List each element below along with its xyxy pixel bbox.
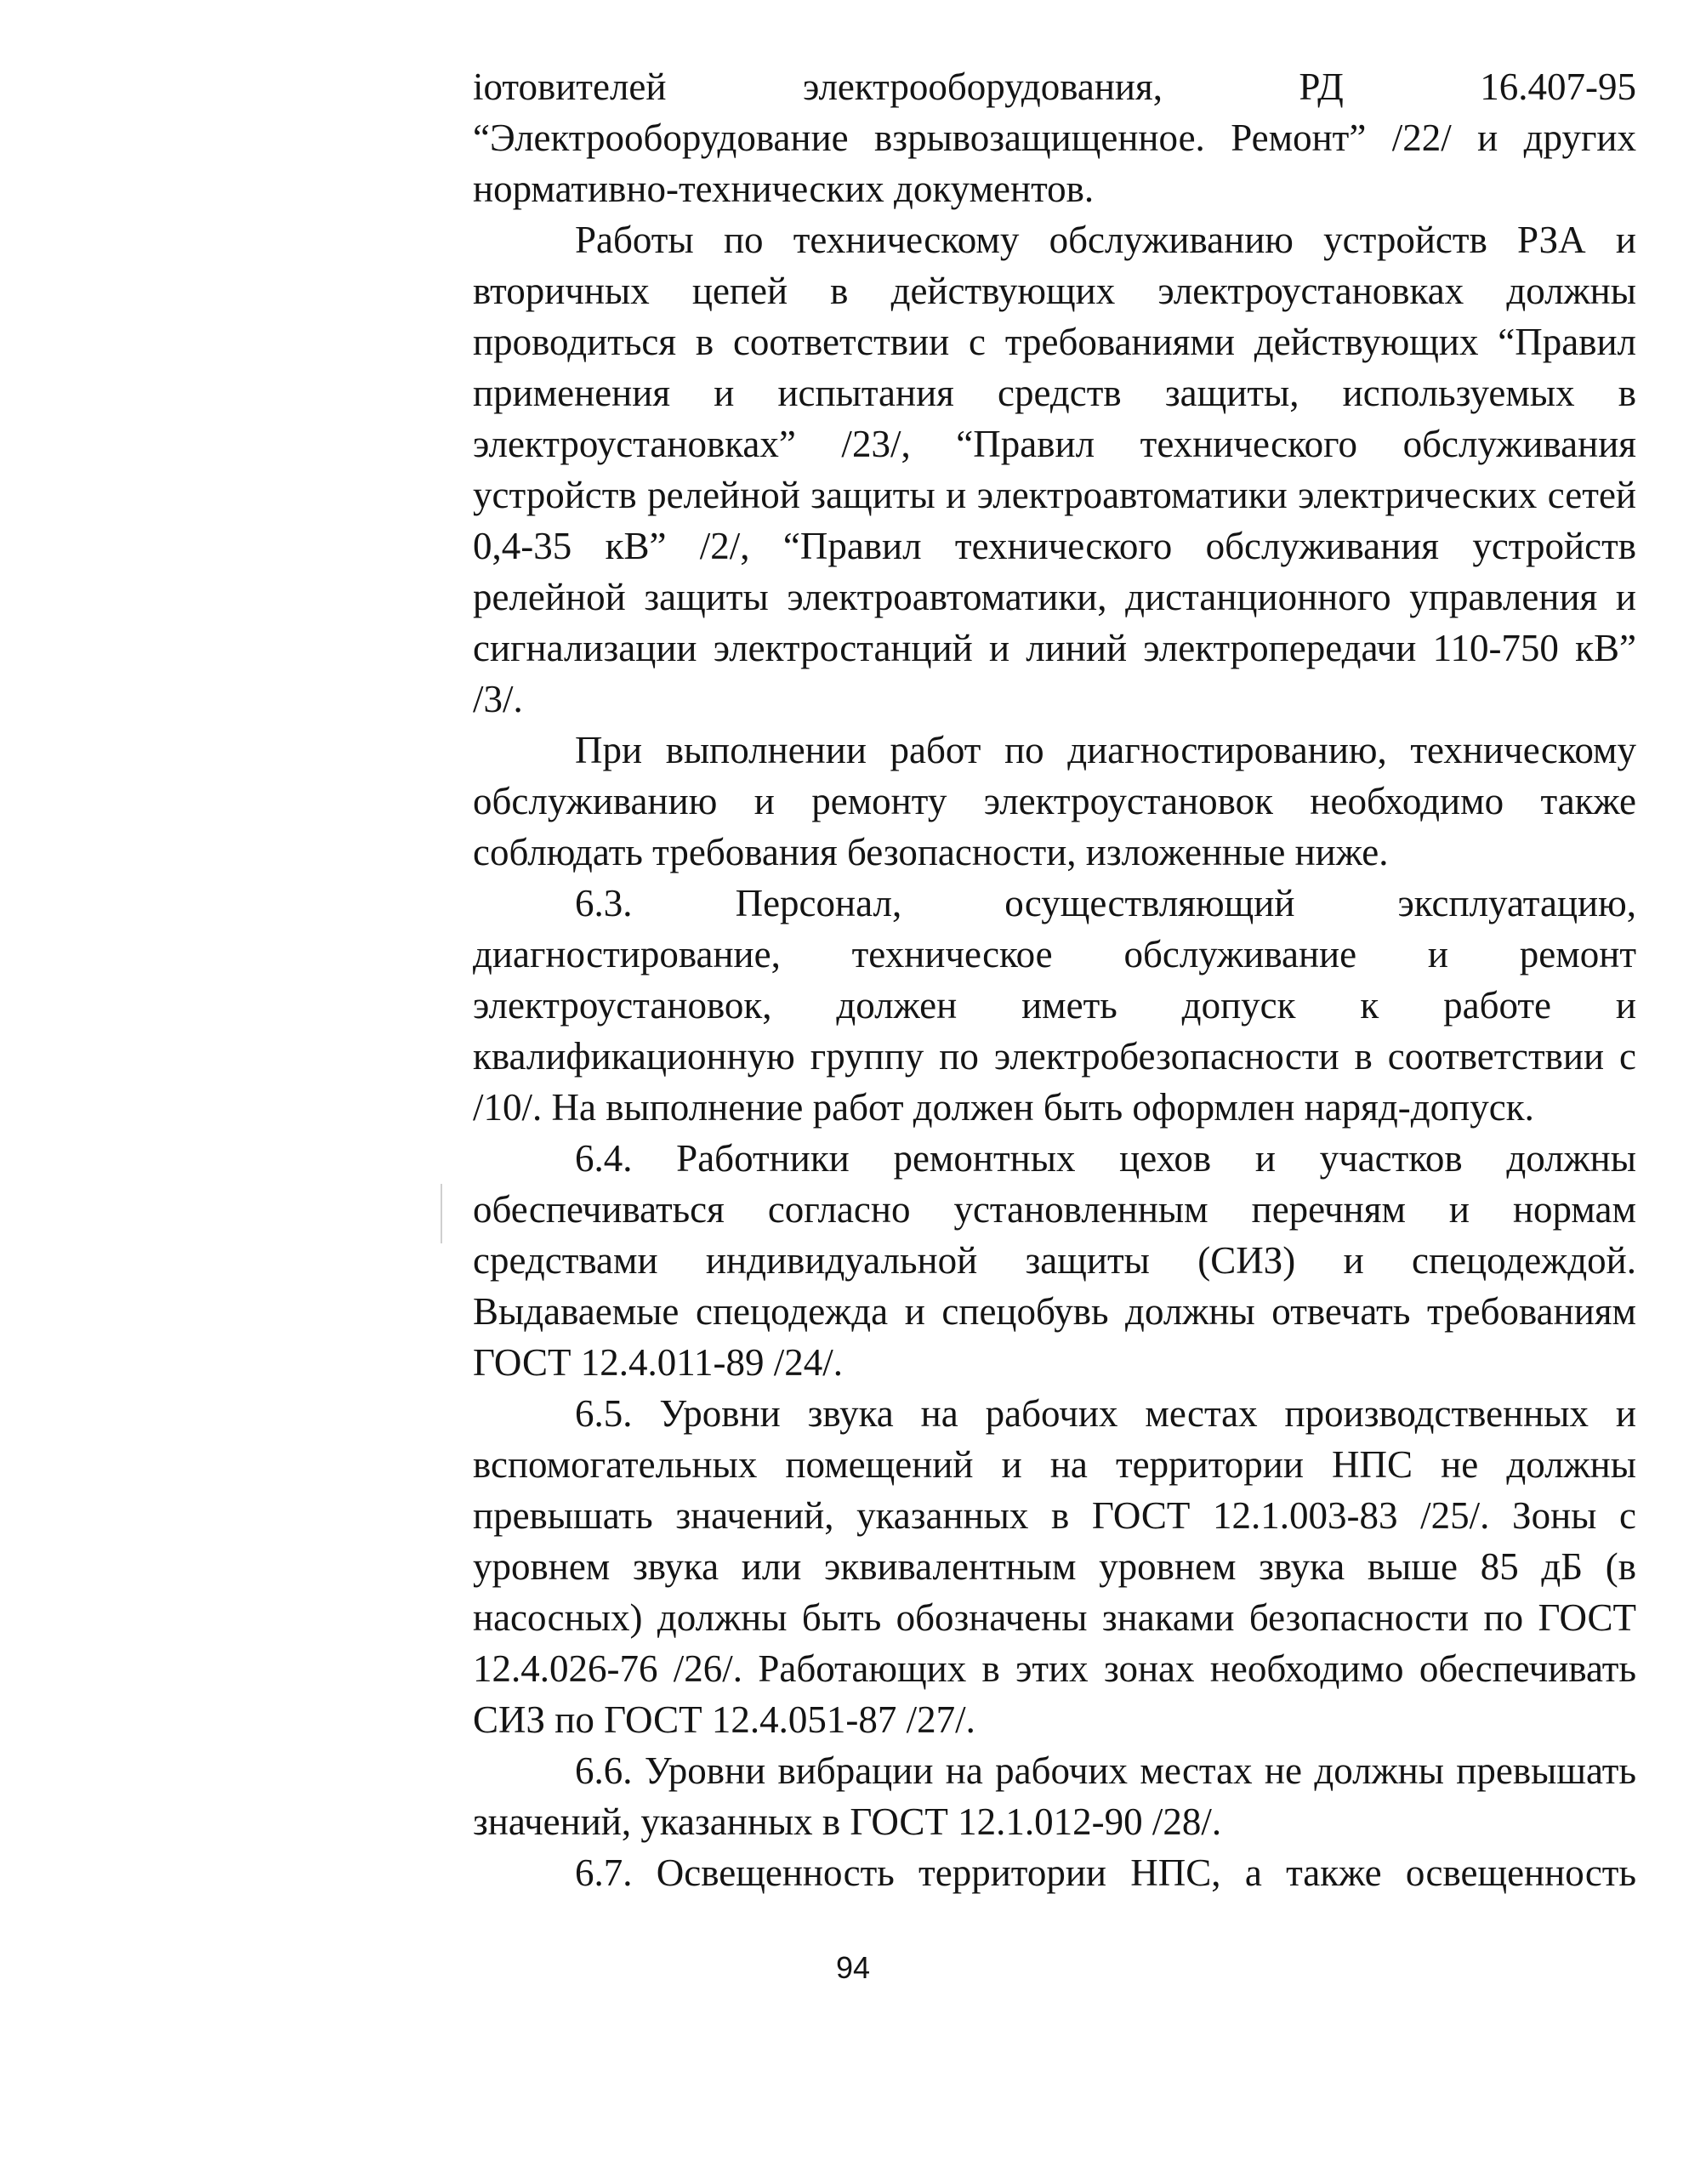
paragraph-6-3: 6.3. Персонал, осуществляющий эксплуатацию, диагностирование, техническое обслуживание и ремонт электроустановок, должен иметь допуск к работе и квалификационную группу по электробезопасности в соответствии с /10/. На выполнение работ должен быть оформлен наряд-допуск.	[473, 882, 1636, 1129]
paragraph-6-6: 6.6. Уровни вибрации на рабочих местах не должны превышать значений, указанных в ГОСТ 12.1.012-90 /28/.	[473, 1749, 1636, 1843]
paragraph-continuation: іотовителей электрооборудования, РД 16.407-95 “Электрооборудование взрывозащищенное. Ремонт” /22/ и других нормативно-технических документов.	[473, 65, 1636, 210]
paragraph-rza-maintenance: Работы по техническому обслуживанию устройств РЗА и вторичных цепей в действующих электроустановках должны проводиться в соответствии с требованиями действующих “Правил применения и испытания средств защиты, используемых в электроустановках” /23/, “Правил технического обслуживания устройств релейной защиты и электроавтоматики электрических сетей 0,4-35 кВ” /2/, “Правил технического обслуживания устройств релейной защиты электроавтоматики, дистанционного управления и сигнализации электростанций и линий электропередачи 110-750 кВ” /3/.	[473, 219, 1636, 720]
body-text	[473, 61, 1636, 1898]
paragraph-6-4: 6.4. Работники ремонтных цехов и участков должны обеспечиваться согласно установленным перечням и нормам средствами индивидуальной защиты (СИЗ) и спецодеждой. Выдаваемые спецодежда и спецобувь должны отвечать требованиям ГОСТ 12.4.011-89 /24/.	[473, 1137, 1636, 1384]
paragraph-6-7: 6.7. Освещенность территории НПС, а также освещенность	[575, 1851, 1636, 1894]
paragraph-safety-requirements: При выполнении работ по диагностированию, техническому обслуживанию и ремонту электроустановок необходимо также соблюдать требования безопасности, изложенные ниже.	[473, 729, 1636, 873]
paragraph-6-5: 6.5. Уровни звука на рабочих местах производственных и вспомогательных помещений и на территории НПС не должны превышать значений, указанных в ГОСТ 12.1.003-83 /25/. Зоны с уровнем звука или эквивалентным уровнем звука выше 85 дБ (в насосных) должны быть обозначены знаками безопасности по ГОСТ 12.4.026-76 /26/. Работающих в этих зонах необходимо обеспечивать СИЗ по ГОСТ 12.4.051-87 /27/.	[473, 1392, 1636, 1741]
margin-scan-mark	[441, 1184, 442, 1243]
page-number: 94	[835, 1950, 871, 1985]
